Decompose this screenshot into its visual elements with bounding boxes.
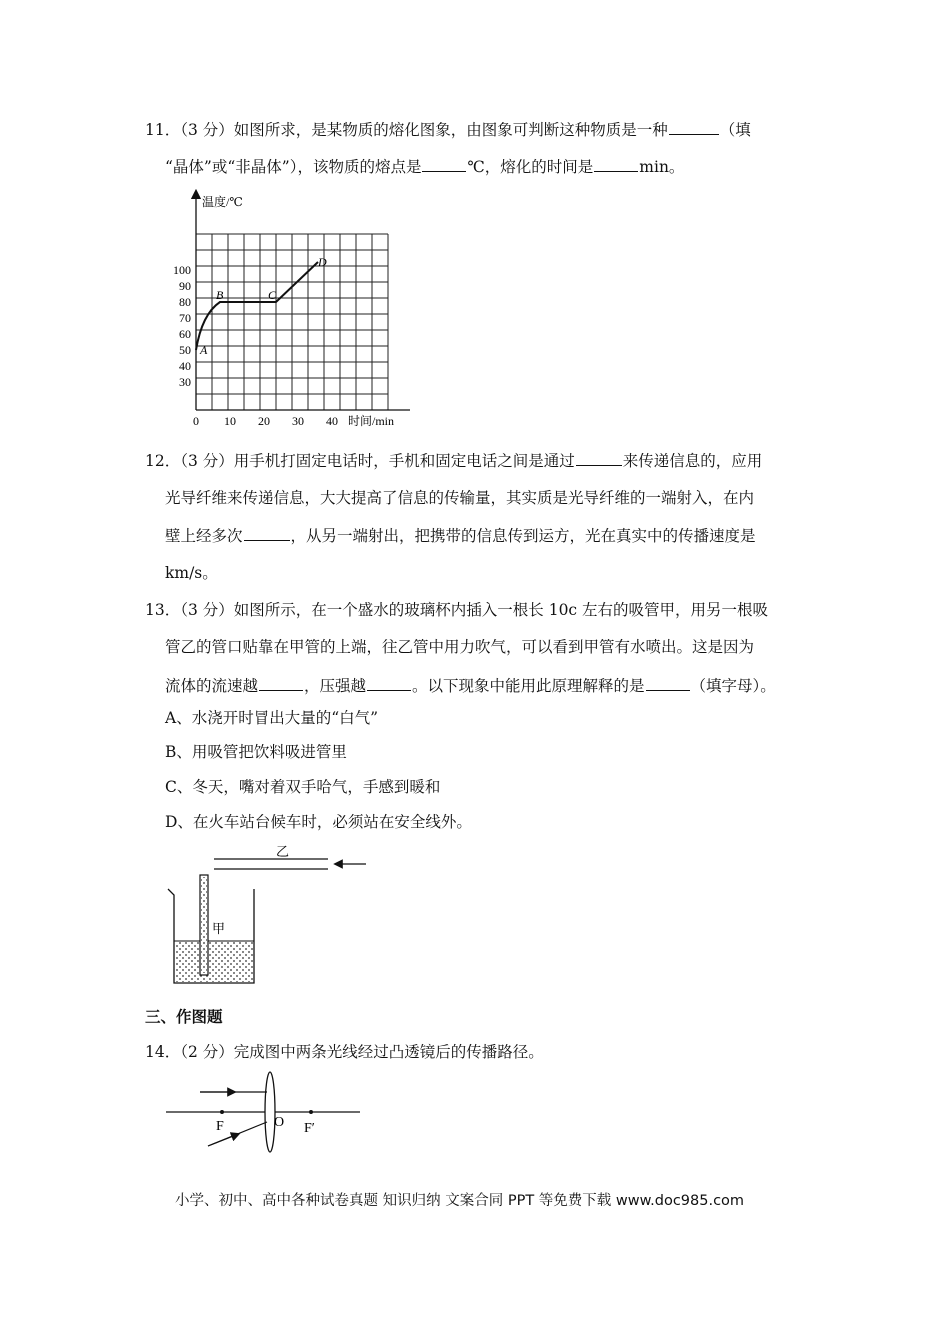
y-tick-40: 40	[179, 359, 191, 373]
point-a-label: A	[200, 343, 208, 357]
q11-line1: 11．（3 分）如图所求，是某物质的熔化图象，由图象可判断这种物质是一种 （填	[145, 121, 751, 139]
point-b-label: B	[216, 288, 224, 302]
graph-x-ticks	[193, 414, 338, 428]
q11-number: 11．	[145, 121, 181, 139]
section-3-title: 三、作图题	[145, 1008, 223, 1026]
q12-blank-1	[576, 450, 622, 466]
label-yi: 乙	[276, 845, 290, 859]
y-tick-60: 60	[179, 327, 191, 341]
q13-number: 13．	[145, 601, 181, 619]
q11-line2: “晶体”或“非晶体”），该物质的熔点是 ℃，熔化的时间是 min。	[165, 158, 685, 176]
q14-number: 14．	[145, 1043, 181, 1061]
q11-blank-2	[422, 156, 466, 172]
q12-line3: 壁上经多次 ，从另一端射出，把携带的信息传到运方，光在真实中的传播速度是	[165, 527, 756, 545]
q13-option-b: B、用吸管把饮料吸进管里	[165, 743, 347, 761]
point-c-label: C	[268, 288, 277, 302]
q14-line1: 14．（2 分）完成图中两条光线经过凸透镜后的传播路径。	[145, 1043, 544, 1061]
q12-number: 12．	[145, 452, 181, 470]
q12-blank-2	[244, 525, 290, 541]
y-tick-50: 50	[179, 343, 191, 357]
x-tick-40: 40	[326, 414, 338, 428]
label-jia: 甲	[212, 921, 226, 936]
y-tick-80: 80	[179, 295, 191, 309]
q13-blank-2	[367, 675, 411, 691]
melting-curve	[196, 262, 318, 350]
q13-blank-1	[259, 675, 303, 691]
q12-line4: km/s。	[165, 564, 218, 582]
graph-grid	[196, 234, 388, 410]
ray-focus-arrow	[208, 1135, 236, 1146]
graph-y-ticks	[173, 263, 191, 389]
y-tick-90: 90	[179, 279, 191, 293]
q13-line1: 13．（3 分）如图所示，在一个盛水的玻璃杯内插入一根长 10c 左右的吸管甲，用另一根吸	[145, 601, 769, 619]
label-f-prime: F′	[304, 1121, 315, 1136]
straw-beaker-figure	[160, 845, 375, 990]
x-tick-0: 0	[193, 414, 199, 428]
q13-blank-3	[646, 675, 690, 691]
x-tick-10: 10	[224, 414, 236, 428]
y-tick-100: 100	[173, 263, 191, 277]
q12-line1: 12．（3 分）用手机打固定电话时，手机和固定电话之间是通过 来传递信息的，应用	[145, 452, 763, 470]
q11-blank-3	[594, 156, 638, 172]
q13-option-d: D、在火车站台候车时，必须站在安全线外。	[165, 813, 472, 831]
q12-line2: 光导纤维来传递信息，大大提高了信息的传输量，其实质是光导纤维的一端射入，在内	[165, 489, 755, 507]
q13-option-a: A、水浇开时冒出大量的“白气”	[165, 709, 379, 727]
page-footer: 小学、初中、高中各种试卷真题 知识归纳 文案合同 PPT 等免费下载 www.doc985.com	[175, 1193, 745, 1209]
q13-option-c: C、冬天，嘴对着双手哈气，手感到暖和	[165, 778, 441, 796]
melting-graph	[160, 186, 420, 431]
lens-figure	[160, 1068, 365, 1158]
q11-blank-1	[669, 119, 719, 135]
x-tick-20: 20	[258, 414, 270, 428]
focus-point-left	[220, 1110, 224, 1114]
convex-lens	[265, 1072, 275, 1152]
graph-x-label: 时间/min	[348, 414, 395, 428]
graph-y-label: 温度/℃	[202, 195, 243, 209]
beaker-water	[175, 941, 253, 982]
point-d-label: D	[318, 255, 327, 269]
x-tick-30: 30	[292, 414, 304, 428]
label-o: O	[274, 1115, 285, 1130]
label-f: F	[216, 1119, 224, 1134]
y-tick-70: 70	[179, 311, 191, 325]
q13-line3: 流体的流速越 ，压强越 。以下现象中能用此原理解释的是 （填字母）。	[165, 677, 776, 695]
focus-point-right	[309, 1110, 313, 1114]
y-tick-30: 30	[179, 375, 191, 389]
q13-line2: 管乙的管口贴靠在甲管的上端，往乙管中用力吹气，可以看到甲管有水喷出。这是因为	[165, 638, 755, 656]
tube-yi	[214, 859, 328, 869]
